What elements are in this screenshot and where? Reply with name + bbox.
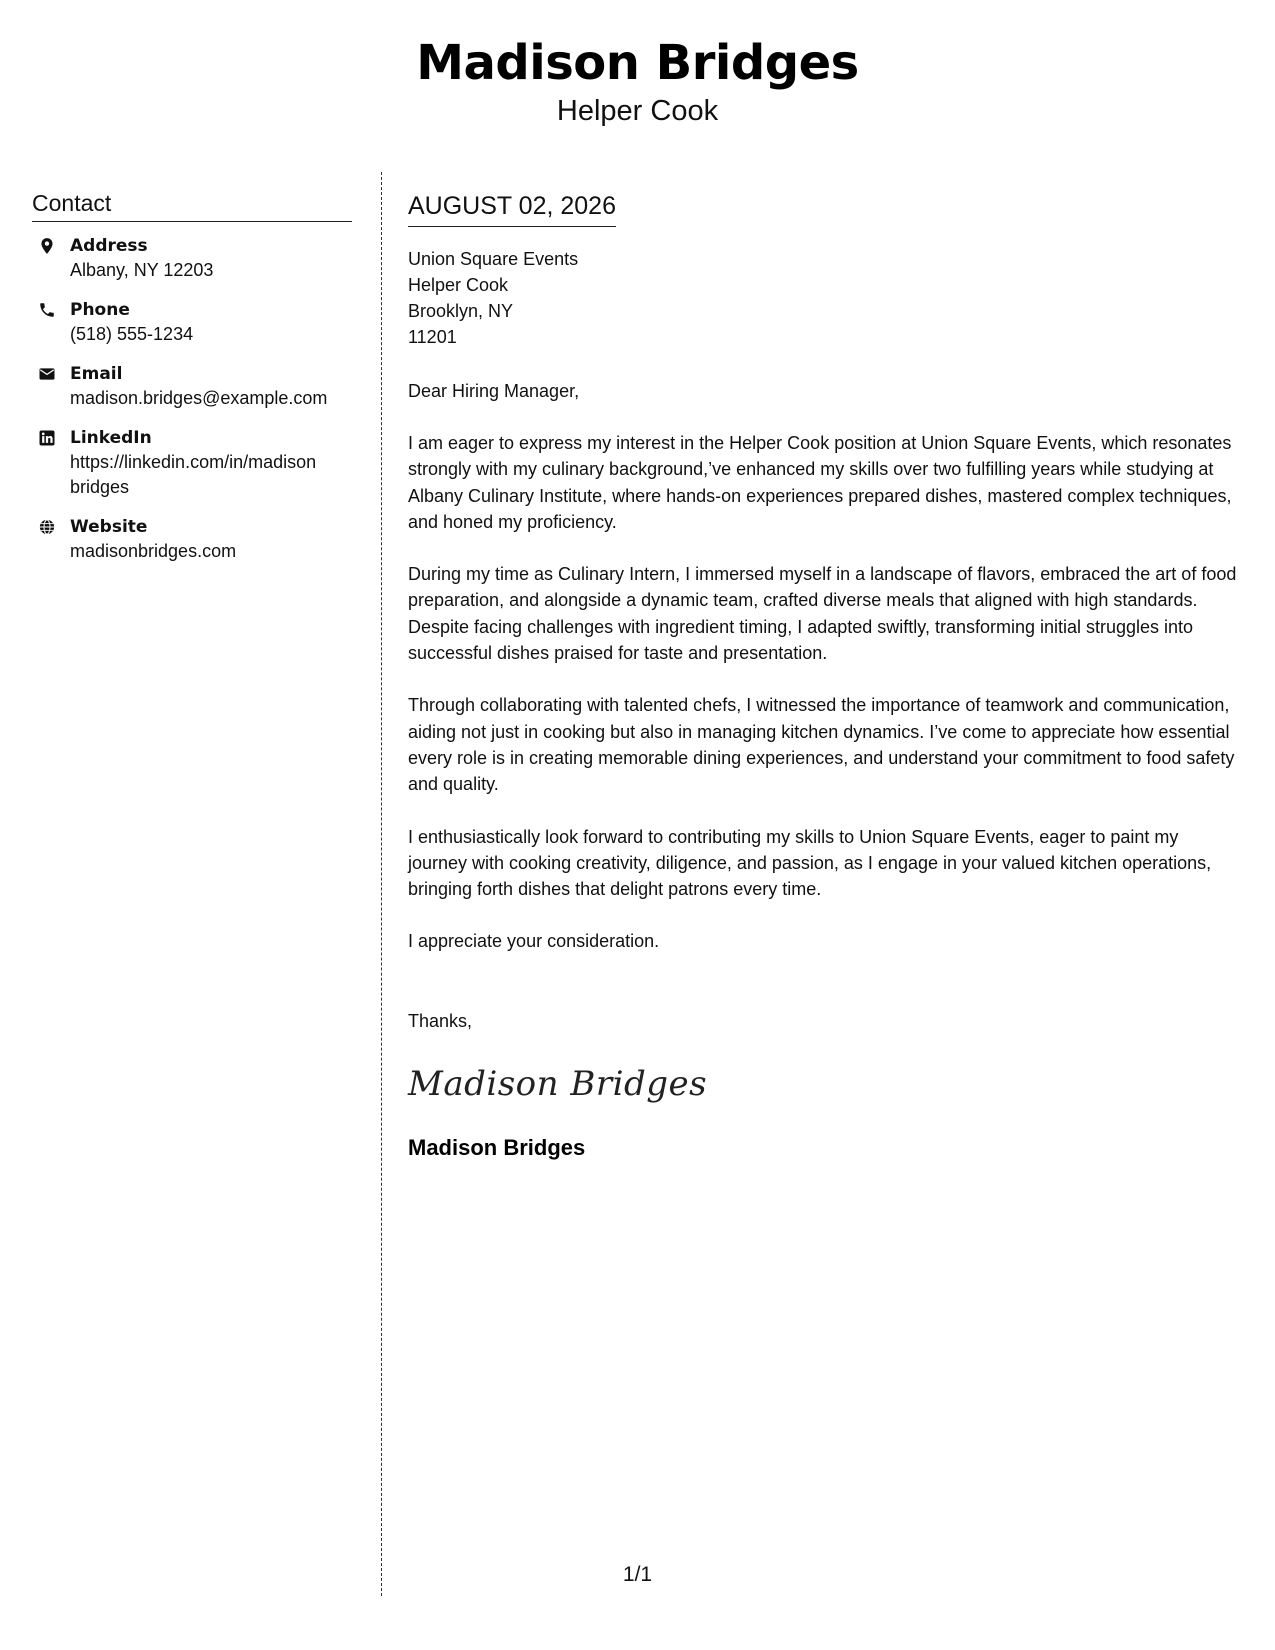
contact-value-email: madison.bridges@example.com xyxy=(70,388,328,408)
map-pin-icon xyxy=(36,235,58,257)
letter-paragraph: During my time as Culinary Intern, I immersed myself in a landscape of flavors, embraced the art of food preparation, and alongside a dynamic team, crafted diverse meals that aligned with high standards. Despite facing challenges with ingredient timing, I adapted swiftly, transforming initial struggles into successful dishes praised for taste and presentation. xyxy=(408,564,1237,664)
contact-item-phone xyxy=(32,298,352,347)
recipient-position: Helper Cook xyxy=(408,275,509,295)
applicant-name: Madison Bridges xyxy=(416,35,859,91)
applicant-title: Helper Cook xyxy=(556,95,719,127)
contact-item-website xyxy=(32,515,352,564)
contact-label-website: Website xyxy=(70,517,148,537)
contact-value-linkedin-line2: bridges xyxy=(70,477,130,497)
contact-label-email: Email xyxy=(70,364,123,384)
linkedin-icon xyxy=(36,427,58,449)
contact-value-website: madisonbridges.com xyxy=(70,541,237,561)
letter-body xyxy=(408,190,1238,1162)
globe-icon xyxy=(36,516,58,538)
contact-label-address: Address xyxy=(70,236,148,256)
recipient-city: Brooklyn, NY xyxy=(408,301,514,321)
envelope-icon xyxy=(36,363,58,385)
letter-date: AUGUST 02, 2026 xyxy=(408,190,616,227)
contact-item-address xyxy=(32,234,352,283)
page-number: 1/1 xyxy=(622,1563,653,1586)
column-divider xyxy=(381,172,382,1596)
contact-sidebar xyxy=(32,188,352,579)
contact-heading: Contact xyxy=(32,188,352,222)
contact-value-phone: (518) 555-1234 xyxy=(70,324,194,344)
letter-paragraph: I enthusiastically look forward to contributing my skills to Union Square Events, eager to paint my journey with cooking creativity, diligence, and passion, as I engage in your valued kitchen operations, bringing forth dishes that delight patrons every time. xyxy=(408,826,1212,900)
contact-item-email xyxy=(32,362,352,411)
contact-label-phone: Phone xyxy=(70,300,130,320)
letter-paragraph: Through collaborating with talented chefs, I witnessed the importance of teamwork and communication, aiding not just in cooking but also in managing kitchen dynamics. I’ve come to appreciate how essential every role is in creating memorable dining experiences, and understand your commitment to food safety and quality. xyxy=(408,695,1235,795)
letter-paragraph: I am eager to express my interest in the Helper Cook position at Union Square Events, which resonates strongly with my culinary background,’ve enhanced my skills over two fulfilling years while studying at Albany Culinary Institute, where hands-on experiences prepared dishes, mastered complex techniques, and honed my proficiency. xyxy=(408,433,1232,532)
phone-icon xyxy=(36,299,58,321)
contact-value-address: Albany, NY 12203 xyxy=(70,260,214,280)
handwritten-signature: Madison Bridges xyxy=(408,1063,708,1104)
resume-header xyxy=(0,32,1275,128)
recipient-zip: 11201 xyxy=(408,327,457,347)
contact-value-linkedin-line1: https://linkedin.com/in/madison xyxy=(70,452,317,472)
signed-name: Madison Bridges xyxy=(408,1134,586,1160)
contact-item-linkedin xyxy=(32,426,352,500)
closing: Thanks, xyxy=(408,1010,473,1031)
recipient-block xyxy=(408,246,1238,350)
salutation: Dear Hiring Manager, xyxy=(408,381,580,401)
recipient-company: Union Square Events xyxy=(408,249,579,269)
contact-label-linkedin: LinkedIn xyxy=(70,428,152,448)
letter-paragraph: I appreciate your consideration. xyxy=(408,931,660,952)
